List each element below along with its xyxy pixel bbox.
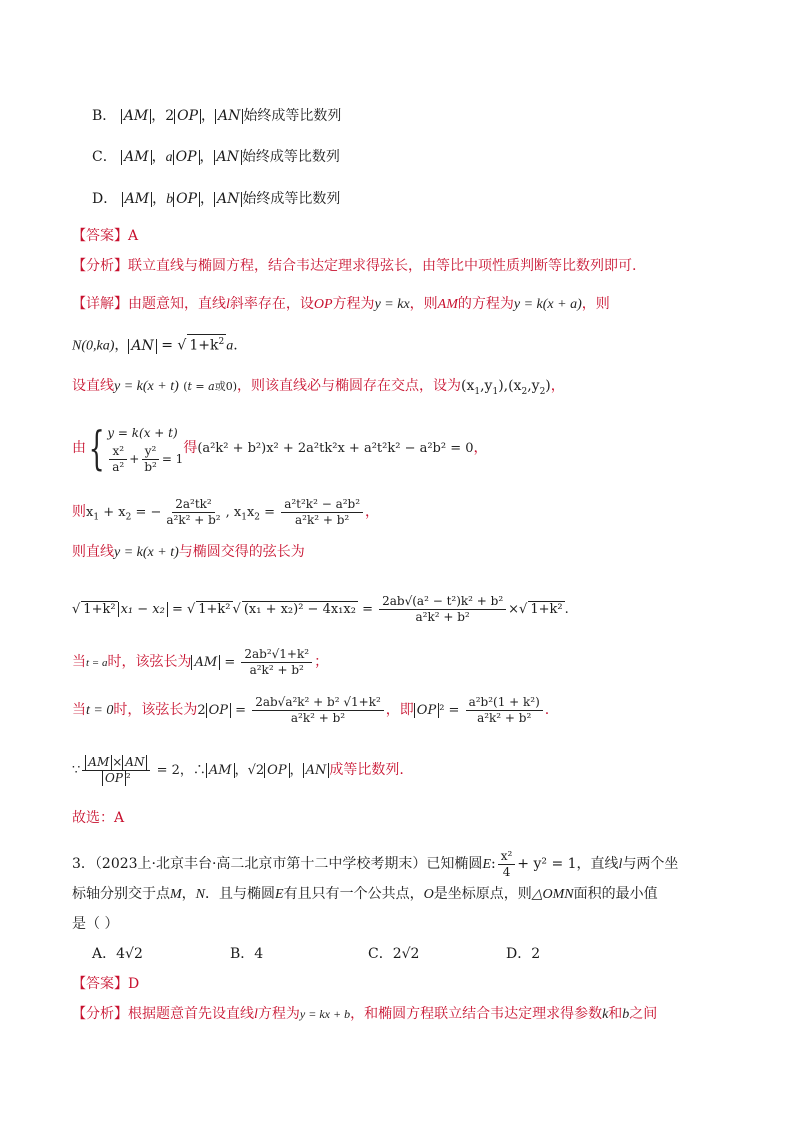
q3-option-b: B．4 [230, 946, 264, 962]
detail-text: ，则 [581, 296, 610, 312]
answer-tag: 【答案】 [72, 976, 128, 992]
answer-tag: 【答案】 [72, 228, 128, 244]
analysis-text: 联立直线与椭圆方程，结合韦达定理求得弦长，由等比中项性质判断等比数列即可. [128, 258, 637, 274]
op-abs: OP [173, 150, 200, 165]
detail-text: 得 [183, 440, 198, 456]
q3-text: 是坐标原点，则 [433, 886, 532, 902]
detail-text: 当 [72, 654, 86, 670]
answer-line [72, 226, 138, 246]
detail-text: 时，该弦长为 [113, 702, 198, 718]
option-c: C． AM ，a OP ， AN 始终成等比数列 [92, 149, 340, 165]
answer2-value: D [128, 976, 140, 992]
q3-text: 3．（2023上·北京丰台·高二北京市第十二中学校考期末）已知椭圆 [72, 856, 483, 872]
detail-text: 由题意知，直线 [128, 296, 226, 312]
q3-options [92, 944, 606, 964]
q3-line-1: 3．（2023上·北京丰台·高二北京市第十二中学校考期末）已知椭圆E: $\frac{\text{x²}}{4}$ + y² = 1，直线l与两个坐 [72, 848, 679, 879]
an-abs: AN [215, 109, 243, 124]
q3-text: 标轴分别交于点 [72, 886, 170, 902]
q3-text: 有且只有一个公共点， [283, 886, 424, 902]
analysis-tag: 【分析】 [72, 1006, 128, 1022]
detail-text: 当 [72, 702, 86, 718]
detail-text: ，则该直线必与椭圆存在交点，设为 [237, 378, 461, 394]
detail-line-8: 当t = a时，该弦长为 AM = $\frac{\text{2ab²√1+k²}}{\text{a²k² + b²}}$ ； [72, 647, 329, 677]
analysis2-line: 【分析】根据题意首先设直线l方程为y = kx + b，和椭圆方程联立结合韦达定理求得参数k和b之间 [72, 1006, 658, 1022]
option-b-tail: 始终成等比数列 [243, 108, 342, 124]
detail-text: 成等比数列. [329, 762, 404, 778]
op-abs: OP [174, 109, 201, 124]
option-c-label: C． [92, 149, 117, 165]
choose-line: 故选：A [72, 810, 125, 826]
detail-text: 时，该弦长为 [107, 654, 192, 670]
detail-line-4: 由{ y = k(x + t) $\frac{\text{x²}}{\text{a²}}$ + $\frac{\text{y²}}{\text{b²}}$ = 1 得(a²k² + b²)x² + 2a²tk²x + a²t²k² − a²b² = 0， [72, 421, 488, 475]
option-b-coef: 2 [165, 108, 175, 124]
q3-text: 面积的最小值 [573, 886, 658, 902]
analysis2-text: 之间 [629, 1006, 658, 1022]
option-b-label: B． [92, 108, 117, 124]
detail-line-5: 则$x_1 + x_2$ = − $\frac{\text{2a²tk²}}{\text{a²k² + b²}}$ , $x_1x_2$ = $\frac{\text{a²t²k² − a²b²}}{\text{a²k² + b²}}$ ， [72, 497, 380, 527]
detail-text: 则 [72, 504, 86, 520]
q3-line-2: 标轴分别交于点M，N．且与椭圆E有且只有一个公共点，O是坐标原点，则△OMN面积的最小值 [72, 886, 658, 902]
analysis2-text: 根据题意首先设直线 [128, 1006, 254, 1022]
detail-text: 由 [72, 440, 86, 456]
am-abs: AM [121, 150, 151, 165]
detail-line-10: ∵ $\frac{AM \times AN}{\text{OP ²}}$ = 2，∴ AM ，√2 OP ， AN 成等比数列. [72, 755, 404, 785]
detail-line-2: N(0,ka)， AN = √ $1+k^2$ a. [72, 334, 238, 357]
detail-line-7: √ 1+k² x₁ − x₂ = √ 1+k² √ (x₁ + x₂)² − 4x₁x₂ = $\frac{\text{2ab√(a² − t²)k² + b²}}{\text{a²k² + b²}}$ ×√ 1+k² . [72, 594, 569, 624]
q3-text: ．且与椭圆 [205, 886, 276, 902]
option-d-label: D． [92, 191, 118, 207]
option-d-tail: 始终成等比数列 [242, 191, 341, 207]
answer2-line [72, 974, 139, 994]
detail-text: 与椭圆交得的弦长为 [178, 544, 305, 560]
detail-text: ，则 [409, 296, 438, 312]
answer-value: A [128, 228, 139, 244]
q3-text: ，直线 [576, 856, 619, 872]
q3-line-3: 是（ ） [72, 916, 119, 932]
detail-line-3: 设直线y = k(x + t) (t = a或0)，则该直线必与椭圆存在交点，设为$(x_1,y_1),(x_2,y_2)$， [72, 378, 565, 397]
analysis-tag: 【分析】 [72, 258, 128, 274]
detail-tag: 【详解】 [72, 296, 128, 312]
q3-option-d: D．2 [506, 946, 541, 962]
option-d-coef: b [166, 192, 174, 207]
detail-text: 设直线 [72, 378, 114, 394]
am-abs: AM [121, 109, 151, 124]
detail-text: 方程为 [332, 296, 375, 312]
q3-option-a: A．4√2 [92, 946, 143, 962]
detail-text: 则直线 [72, 544, 114, 560]
detail-text: 斜率存在，设 [229, 296, 314, 312]
an-abs: AN [214, 150, 242, 165]
analysis2-text: 和 [608, 1006, 623, 1022]
option-b: B． AM ，2 OP ， AN 始终成等比数列 [92, 108, 342, 124]
an-abs: AN [214, 192, 242, 207]
detail-line-1: 【详解】由题意知，直线l斜率存在，设OP方程为y = kx，则AM的方程为y = k(x + a)，则 [72, 296, 610, 312]
option-c-tail: 始终成等比数列 [241, 149, 340, 165]
analysis2-text: ，和椭圆方程联立结合韦达定理求得参数 [350, 1006, 603, 1022]
am-abs: AM [122, 192, 152, 207]
detail-line-6: 则直线y = k(x + t)与椭圆交得的弦长为 [72, 544, 305, 560]
op-abs: OP [173, 192, 200, 207]
option-d: D． AM ，b OP ， AN 始终成等比数列 [92, 191, 341, 207]
detail-text: 的方程为 [457, 296, 514, 312]
analysis2-text: 方程为 [257, 1006, 300, 1022]
q3-option-c: C．2√2 [368, 946, 420, 962]
analysis-line [72, 256, 636, 276]
detail-line-9: 当t = 0时，该弦长为2 OP = $\frac{\text{2ab√a²k² + b² √1+k²}}{\text{a²k² + b²}}$ ，即 OP ² = $\frac{\text{a²b²(1 + k²)}}{\text{a²k² + b²}}$ . [72, 695, 550, 725]
detail-text: ，即 [385, 702, 414, 718]
detail-text: 或 [214, 380, 226, 393]
q3-text: 与两个坐 [622, 856, 679, 872]
option-c-coef: a [165, 150, 173, 165]
